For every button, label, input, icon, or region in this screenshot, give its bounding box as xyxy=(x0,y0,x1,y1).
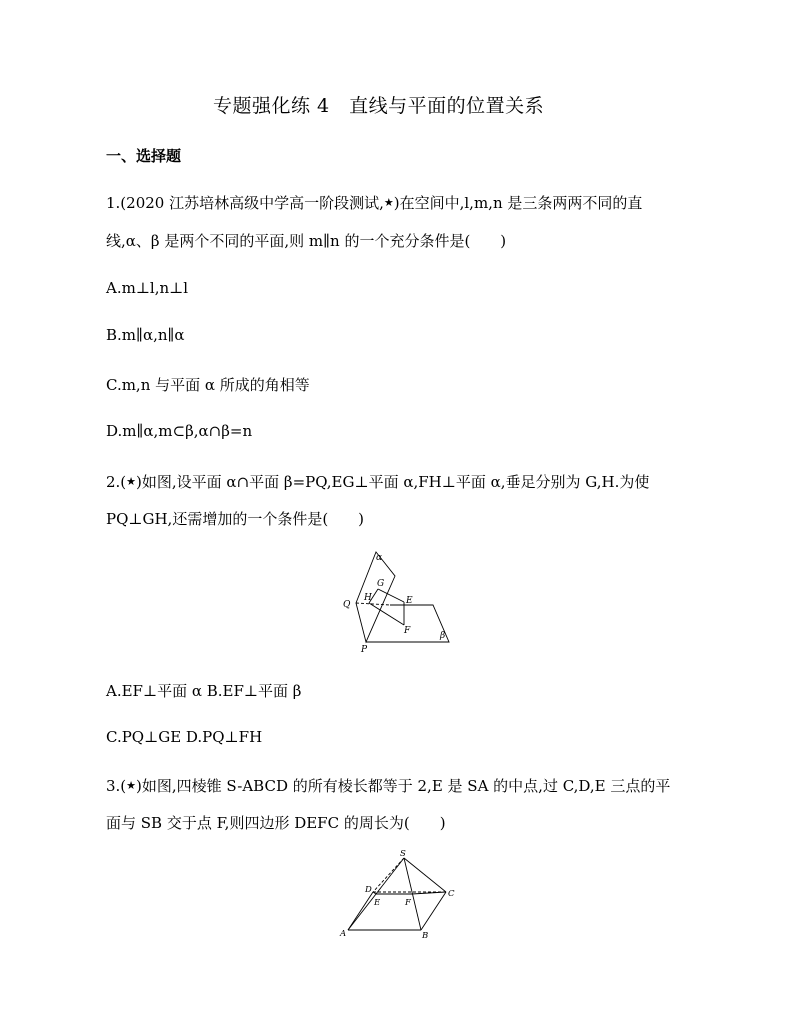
label-A: A xyxy=(340,929,347,939)
label-H: H xyxy=(364,593,372,603)
label-B: B xyxy=(422,931,429,941)
question-1-source: 1.(2020 江苏培林高级中学高一阶段测试, xyxy=(106,194,384,212)
question-1-stem: )在空间中,l,m,n 是三条两两不同的直 xyxy=(393,194,643,212)
question-1-option-b: B.m∥α,n∥α xyxy=(106,326,185,344)
label-beta: β xyxy=(440,631,446,641)
question-2-options-cd: C.PQ⊥GE D.PQ⊥FH xyxy=(106,728,263,746)
edge-SC xyxy=(404,858,446,892)
section-heading: 一、选择题 xyxy=(106,147,182,165)
label-C: C xyxy=(448,889,455,899)
label-D: D xyxy=(365,885,372,895)
difficulty-star-icon: ★ xyxy=(126,779,137,792)
question-3-line-1 xyxy=(106,775,670,796)
label-Q: Q xyxy=(343,600,351,610)
question-3-stem: )如图,四棱锥 S-ABCD 的所有棱长都等于 2,E 是 SA 的中点,过 C,D,E 三点的平 xyxy=(136,777,671,795)
question-3-line-2: 面与 SB 交于点 F,则四边形 DEFC 的周长为( ) xyxy=(106,814,446,832)
difficulty-star-icon: ★ xyxy=(126,475,137,488)
question-2-line-1 xyxy=(106,471,649,492)
label-S: S xyxy=(400,849,406,859)
label-F: F xyxy=(405,898,411,908)
edge-BC xyxy=(421,892,446,930)
figure-pyramid xyxy=(338,848,468,943)
difficulty-star-icon: ★ xyxy=(383,196,394,209)
segment-HF xyxy=(369,603,404,625)
label-alpha: α xyxy=(376,553,383,563)
question-2-options-ab: A.EF⊥平面 α B.EF⊥平面 β xyxy=(106,682,302,700)
segment-GE xyxy=(378,589,404,602)
plane-beta xyxy=(366,605,449,642)
label-P: P xyxy=(361,645,368,655)
label-G: G xyxy=(377,579,385,589)
question-3-number: 3.( xyxy=(106,777,127,795)
page-title: 专题强化练 4 直线与平面的位置关系 xyxy=(213,95,545,117)
question-1-option-a: A.m⊥l,n⊥l xyxy=(106,279,189,297)
label-F: F xyxy=(404,626,411,636)
question-1-line-1 xyxy=(106,192,642,213)
edge-AD xyxy=(348,892,373,930)
question-2-line-2: PQ⊥GH,还需增加的一个条件是( ) xyxy=(106,510,365,528)
label-E: E xyxy=(406,596,413,606)
question-1-option-c: C.m,n 与平面 α 所成的角相等 xyxy=(106,376,310,394)
question-1-line-2: 线,α、β 是两个不同的平面,则 m∥n 的一个充分条件是( ) xyxy=(106,232,507,250)
plane-beta-hidden-edge xyxy=(356,603,390,605)
figure-planes xyxy=(336,545,462,655)
question-2-number: 2.( xyxy=(106,473,127,491)
question-1-option-d: D.m∥α,m⊂β,α∩β=n xyxy=(106,422,253,440)
edge-SD xyxy=(373,858,404,892)
plane-alpha xyxy=(356,552,395,642)
label-E: E xyxy=(374,898,381,908)
question-2-stem: )如图,设平面 α∩平面 β=PQ,EG⊥平面 α,FH⊥平面 α,垂足分别为 G,H.为使 xyxy=(136,473,650,491)
